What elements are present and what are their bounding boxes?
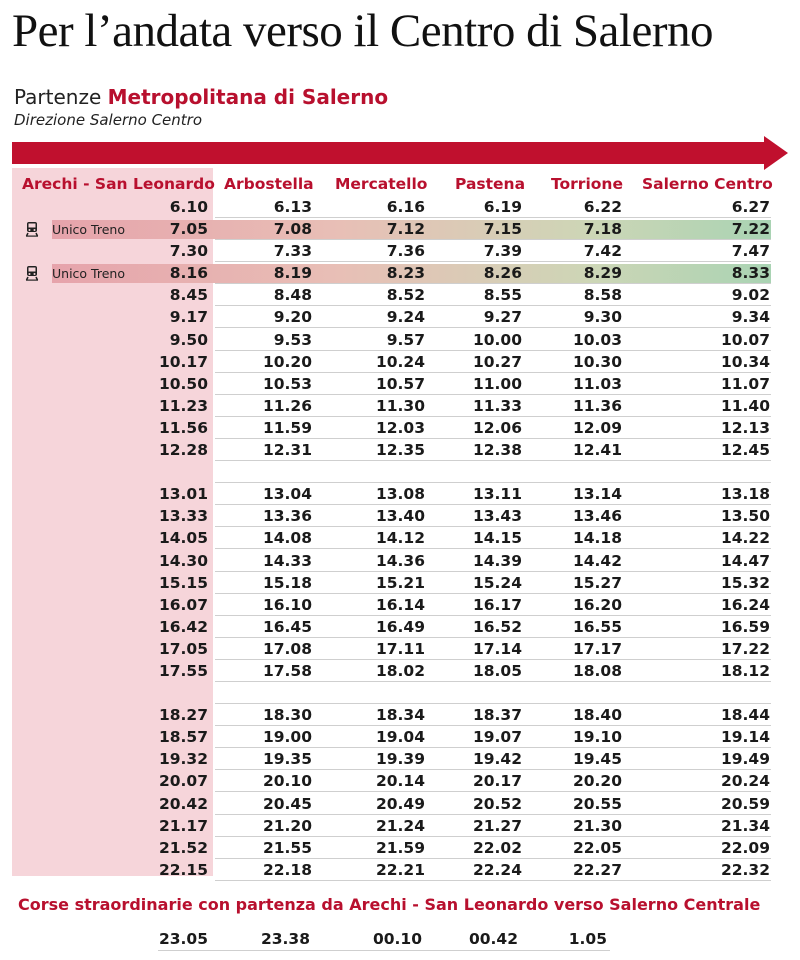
time-cell: 9.53 [273, 330, 312, 349]
time-cell: 6.27 [731, 198, 770, 216]
time-cell: 11.23 [158, 396, 208, 415]
time-cell: 7.33 [273, 242, 312, 261]
time-cell: 15.32 [720, 573, 770, 592]
time-cell: 11.00 [472, 374, 522, 393]
time-cell: 13.01 [158, 485, 208, 504]
table-row [0, 196, 800, 218]
time-cell: 18.12 [720, 661, 770, 680]
extra-time-cell: 1.05 [568, 930, 607, 948]
time-cell: 6.10 [169, 198, 208, 216]
time-cell: 10.53 [262, 374, 312, 393]
time-cell: 7.36 [386, 242, 425, 261]
time-cell: 10.30 [572, 352, 622, 371]
time-cell: 10.24 [375, 352, 425, 371]
time-cell: 21.20 [262, 816, 312, 835]
time-cell: 8.45 [169, 286, 208, 305]
time-cell: 8.33 [731, 264, 770, 283]
extra-runs-row [0, 928, 800, 952]
time-cell: 21.17 [158, 816, 208, 835]
time-cell: 16.20 [572, 595, 622, 614]
time-cell: 7.39 [483, 242, 522, 261]
table-row [0, 704, 800, 726]
time-cell: 16.24 [720, 595, 770, 614]
time-cell: 10.20 [262, 352, 312, 371]
direction-label: Direzione Salerno Centro [14, 111, 202, 129]
time-cell: 14.42 [572, 551, 622, 570]
time-cell: 17.58 [262, 661, 312, 680]
table-row [0, 240, 800, 262]
time-cell: 13.14 [572, 485, 622, 504]
time-cell: 14.08 [262, 529, 312, 548]
time-cell: 19.00 [262, 728, 312, 747]
time-cell: 19.04 [375, 728, 425, 747]
station-header: Mercatello [335, 175, 428, 193]
time-cell: 10.00 [472, 330, 522, 349]
table-row [0, 616, 800, 638]
time-cell: 16.42 [158, 617, 208, 636]
extra-runs-title: Corse straordinarie con partenza da Arechi - San Leonardo verso Salerno Centrale [18, 895, 761, 914]
station-header: Torrione [551, 175, 623, 193]
time-cell: 7.42 [583, 242, 622, 261]
time-cell: 13.08 [375, 485, 425, 504]
time-cell: 22.02 [472, 838, 522, 857]
time-cell: 11.59 [262, 418, 312, 437]
time-cell: 18.02 [375, 661, 425, 680]
table-row [0, 837, 800, 859]
extra-time-cell: 23.05 [158, 930, 208, 948]
time-cell: 19.45 [572, 750, 622, 769]
time-cell: 12.45 [720, 441, 770, 460]
time-cell: 16.45 [262, 617, 312, 636]
time-cell: 20.55 [572, 794, 622, 813]
time-cell: 12.28 [158, 441, 208, 460]
table-row [0, 660, 800, 682]
table-row [0, 373, 800, 395]
time-cell: 18.30 [262, 706, 312, 725]
time-cell: 16.10 [262, 595, 312, 614]
station-header: Pastena [455, 175, 526, 193]
time-cell: 9.24 [386, 308, 425, 327]
time-cell: 22.24 [472, 860, 522, 879]
time-cell: 8.16 [169, 264, 208, 283]
time-cell: 18.05 [472, 661, 522, 680]
table-row [0, 594, 800, 616]
subtitle-prefix: Partenze [14, 85, 102, 109]
time-cell: 20.20 [572, 772, 622, 791]
time-cell: 9.20 [273, 308, 312, 327]
extra-time-cell: 23.38 [260, 930, 310, 948]
time-cell: 17.11 [375, 639, 425, 658]
time-cell: 22.09 [720, 838, 770, 857]
time-cell: 7.30 [169, 242, 208, 261]
subtitle-brand: Metropolitana di Salerno [107, 85, 389, 109]
time-cell: 9.50 [169, 330, 208, 349]
table-row [0, 329, 800, 351]
table-row [0, 439, 800, 461]
table-row [0, 726, 800, 748]
time-cell: 7.15 [483, 220, 522, 239]
table-row-spacer [0, 461, 800, 483]
time-cell: 10.57 [375, 374, 425, 393]
time-cell: 21.52 [158, 838, 208, 857]
time-cell: 15.24 [472, 573, 522, 592]
time-cell: 14.22 [720, 529, 770, 548]
timetable [0, 196, 800, 881]
time-cell: 19.32 [158, 750, 208, 769]
table-row [0, 483, 800, 505]
direction-arrow-icon [12, 136, 788, 170]
table-row [0, 262, 800, 284]
time-cell: 19.39 [375, 750, 425, 769]
table-row [0, 395, 800, 417]
time-cell: 13.46 [572, 507, 622, 526]
time-cell: 12.13 [720, 418, 770, 437]
table-row [0, 306, 800, 328]
time-cell: 9.17 [169, 308, 208, 327]
time-cell: 20.42 [158, 794, 208, 813]
time-cell: 20.52 [472, 794, 522, 813]
time-cell: 20.17 [472, 772, 522, 791]
time-cell: 9.30 [583, 308, 622, 327]
time-cell: 14.15 [472, 529, 522, 548]
time-cell: 17.22 [720, 639, 770, 658]
time-cell: 18.08 [572, 661, 622, 680]
time-cell: 10.27 [472, 352, 522, 371]
time-cell: 20.10 [262, 772, 312, 791]
time-cell: 7.05 [169, 220, 208, 239]
time-cell: 18.40 [572, 706, 622, 725]
station-header: Arechi - San Leonardo [22, 175, 215, 193]
time-cell: 21.30 [572, 816, 622, 835]
time-cell: 16.14 [375, 595, 425, 614]
time-cell: 11.33 [472, 396, 522, 415]
time-cell: 13.50 [720, 507, 770, 526]
time-cell: 7.18 [583, 220, 622, 239]
time-cell: 22.27 [572, 860, 622, 879]
time-cell: 20.24 [720, 772, 770, 791]
time-cell: 10.07 [720, 330, 770, 349]
time-cell: 22.21 [375, 860, 425, 879]
time-cell: 17.08 [262, 639, 312, 658]
time-cell: 19.49 [720, 750, 770, 769]
time-cell: 15.27 [572, 573, 622, 592]
time-cell: 18.44 [720, 706, 770, 725]
time-cell: 13.18 [720, 485, 770, 504]
time-cell: 8.19 [273, 264, 312, 283]
time-cell: 14.18 [572, 529, 622, 548]
single-train-note: Unico Treno [52, 266, 125, 282]
table-row [0, 505, 800, 527]
time-cell: 11.03 [572, 374, 622, 393]
time-cell: 10.17 [158, 352, 208, 371]
table-row-spacer [0, 682, 800, 704]
time-cell: 12.38 [472, 441, 522, 460]
time-cell: 8.58 [583, 286, 622, 305]
subtitle [14, 84, 388, 110]
table-row [0, 859, 800, 881]
time-cell: 19.42 [472, 750, 522, 769]
extra-time-cell: 00.42 [468, 930, 518, 948]
time-cell: 7.08 [273, 220, 312, 239]
time-cell: 13.43 [472, 507, 522, 526]
time-cell: 11.07 [720, 374, 770, 393]
time-cell: 10.34 [720, 352, 770, 371]
time-cell: 7.12 [386, 220, 425, 239]
time-cell: 14.47 [720, 551, 770, 570]
time-cell: 8.52 [386, 286, 425, 305]
time-cell: 19.07 [472, 728, 522, 747]
time-cell: 20.07 [158, 772, 208, 791]
time-cell: 17.17 [572, 639, 622, 658]
table-row [0, 417, 800, 439]
time-cell: 7.22 [731, 220, 770, 239]
time-cell: 14.36 [375, 551, 425, 570]
time-cell: 21.24 [375, 816, 425, 835]
time-cell: 11.26 [262, 396, 312, 415]
time-cell: 16.07 [158, 595, 208, 614]
time-cell: 9.34 [731, 308, 770, 327]
table-row [0, 284, 800, 306]
time-cell: 20.45 [262, 794, 312, 813]
time-cell: 16.59 [720, 617, 770, 636]
extra-time-cell: 00.10 [372, 930, 422, 948]
time-cell: 9.27 [483, 308, 522, 327]
time-cell: 12.31 [262, 441, 312, 460]
time-cell: 20.49 [375, 794, 425, 813]
time-cell: 13.33 [158, 507, 208, 526]
table-row [0, 527, 800, 549]
station-headers [0, 172, 800, 196]
table-row [0, 815, 800, 837]
time-cell: 17.05 [158, 639, 208, 658]
time-cell: 14.05 [158, 529, 208, 548]
time-cell: 22.05 [572, 838, 622, 857]
time-cell: 22.32 [720, 860, 770, 879]
time-cell: 9.57 [386, 330, 425, 349]
table-row [0, 793, 800, 815]
time-cell: 8.29 [583, 264, 622, 283]
time-cell: 8.26 [483, 264, 522, 283]
time-cell: 19.10 [572, 728, 622, 747]
time-cell: 8.48 [273, 286, 312, 305]
time-cell: 21.34 [720, 816, 770, 835]
time-cell: 21.55 [262, 838, 312, 857]
time-cell: 21.27 [472, 816, 522, 835]
time-cell: 6.16 [386, 198, 425, 216]
time-cell: 15.18 [262, 573, 312, 592]
table-row [0, 550, 800, 572]
row-divider [158, 950, 610, 951]
table-row [0, 770, 800, 792]
time-cell: 11.56 [158, 418, 208, 437]
time-cell: 18.34 [375, 706, 425, 725]
time-cell: 14.12 [375, 529, 425, 548]
time-cell: 6.22 [583, 198, 622, 216]
time-cell: 22.15 [158, 860, 208, 879]
time-cell: 11.30 [375, 396, 425, 415]
time-cell: 13.11 [472, 485, 522, 504]
time-cell: 19.14 [720, 728, 770, 747]
time-cell: 12.06 [472, 418, 522, 437]
single-train-note: Unico Treno [52, 222, 125, 238]
table-row [0, 572, 800, 594]
time-cell: 16.52 [472, 617, 522, 636]
time-cell: 14.39 [472, 551, 522, 570]
train-icon [24, 221, 40, 237]
time-cell: 12.09 [572, 418, 622, 437]
time-cell: 8.55 [483, 286, 522, 305]
station-header: Arbostella [224, 175, 314, 193]
time-cell: 21.59 [375, 838, 425, 857]
time-cell: 17.55 [158, 661, 208, 680]
time-cell: 6.19 [483, 198, 522, 216]
time-cell: 12.41 [572, 441, 622, 460]
time-cell: 13.36 [262, 507, 312, 526]
time-cell: 18.57 [158, 728, 208, 747]
time-cell: 13.40 [375, 507, 425, 526]
table-row [0, 748, 800, 770]
time-cell: 14.30 [158, 551, 208, 570]
time-cell: 19.35 [262, 750, 312, 769]
time-cell: 22.18 [262, 860, 312, 879]
time-cell: 9.02 [731, 286, 770, 305]
time-cell: 15.21 [375, 573, 425, 592]
time-cell: 17.14 [472, 639, 522, 658]
time-cell: 6.13 [273, 198, 312, 216]
time-cell: 14.33 [262, 551, 312, 570]
table-row [0, 218, 800, 240]
table-row [0, 638, 800, 660]
time-cell: 11.36 [572, 396, 622, 415]
time-cell: 10.03 [572, 330, 622, 349]
time-cell: 18.37 [472, 706, 522, 725]
time-cell: 10.50 [158, 374, 208, 393]
page-title: Per l’andata verso il Centro di Salerno [12, 5, 713, 57]
time-cell: 16.55 [572, 617, 622, 636]
train-icon [24, 265, 40, 281]
time-cell: 12.03 [375, 418, 425, 437]
time-cell: 16.17 [472, 595, 522, 614]
time-cell: 13.04 [262, 485, 312, 504]
time-cell: 20.59 [720, 794, 770, 813]
time-cell: 15.15 [158, 573, 208, 592]
time-cell: 18.27 [158, 706, 208, 725]
station-header: Salerno Centro [642, 175, 773, 193]
table-row [0, 351, 800, 373]
time-cell: 8.23 [386, 264, 425, 283]
time-cell: 16.49 [375, 617, 425, 636]
time-cell: 20.14 [375, 772, 425, 791]
time-cell: 11.40 [720, 396, 770, 415]
time-cell: 7.47 [731, 242, 770, 261]
time-cell: 12.35 [375, 441, 425, 460]
